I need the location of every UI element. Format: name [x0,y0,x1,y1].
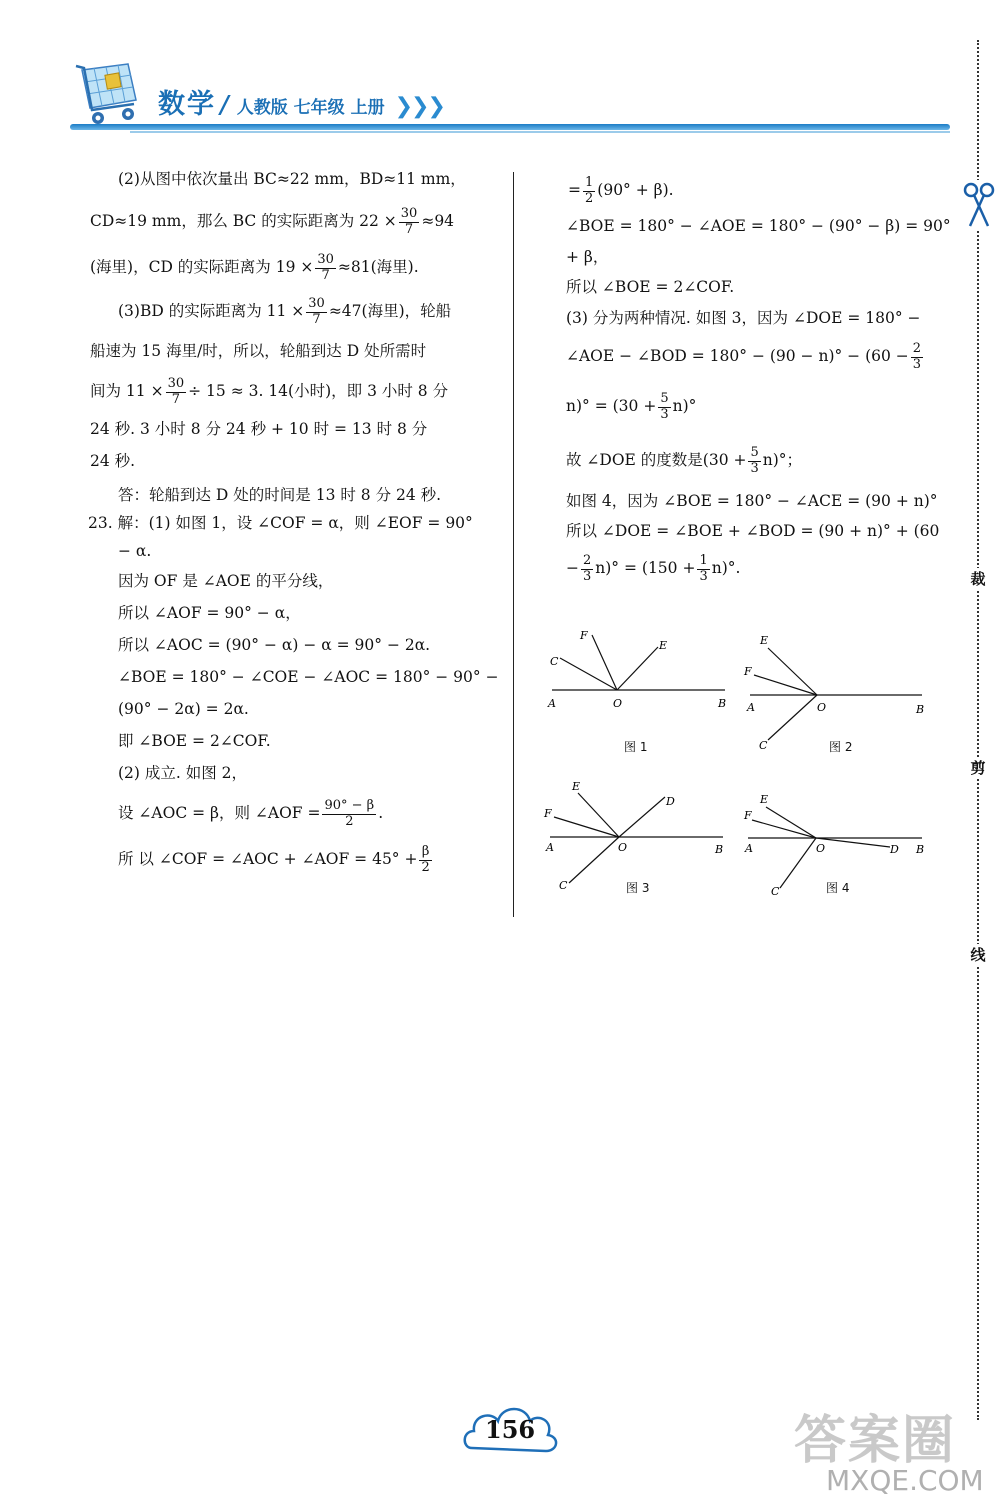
label-a: A [548,697,556,710]
denominator: 3 [699,568,708,584]
page-number-text: 156 [485,1415,536,1444]
text-line: 船速为 15 海里/时，所以，轮船到达 D 处所需时 [90,342,427,360]
text-span: ∠AOE − ∠BOD = 180° − (90 − n)° − (60 − [566,347,909,365]
scissors-icon [962,180,996,230]
text-line: 答：轮船到达 D 处的时间是 13 时 8 分 24 秒. [118,486,442,504]
text-span: 间为 11 × [90,382,164,400]
header-title: 数学 / 人教版 七年级 上册 ❯❯❯ [158,89,444,120]
text-line [566,334,948,378]
fraction [166,377,187,408]
label-c: C [550,655,559,668]
numerator: 1 [585,174,594,190]
header-rule [70,124,950,130]
text-span: n)°； [762,451,803,469]
text-line: (2) 成立. 如图 2， [118,764,248,782]
label-e: E [760,634,769,647]
text-line: + β， [566,248,609,266]
text-span: ≈81(海里). [337,258,419,276]
text-line [118,793,500,833]
label-f: F [744,665,752,678]
label-f: F [580,629,588,642]
fraction [697,554,709,585]
column-divider [513,172,514,917]
numerator: β [419,845,431,861]
text-line [118,293,500,329]
text-line [90,203,500,239]
text-line: 所以 ∠DOE = ∠BOE + ∠BOD = (90 + n)° + (60 [566,522,940,540]
text-line: 即 ∠BOE = 2∠COF. [118,732,271,750]
fraction [748,446,760,477]
fraction [581,554,593,585]
text-line [568,170,948,210]
label-a: A [747,701,755,714]
label-b: B [718,697,727,710]
label-a: A [745,842,753,855]
numerator: 5 [750,444,759,460]
text-span: = [568,181,581,199]
watermark [786,1398,996,1501]
edition-subtitle: 人教版 七年级 上册 [236,98,385,118]
left-column [90,165,500,879]
numerator: 30 [317,251,334,267]
text-line [90,373,500,409]
cart-logo-icon [70,60,150,130]
denominator: 3 [912,356,922,372]
numerator: 5 [660,390,669,406]
cut-word: 裁 [966,568,990,589]
text-line: ∠BOE = 180° − ∠COE − ∠AOC = 180° − 90° − [118,668,499,686]
label-e: E [659,639,668,652]
text-span: ≈47(海里)，轮船 [328,302,452,320]
label-o: O [816,842,826,855]
text-span: n)° = (150 + [595,559,696,577]
page-number [462,1393,562,1461]
label-a: A [546,841,554,854]
figure-1 [540,625,740,715]
numerator: 30 [400,205,418,221]
cut-word: 剪 [966,757,990,778]
label-o: O [618,841,628,854]
label-o: O [613,697,623,710]
figure-4-caption: 图 4 [826,881,850,895]
text-span: . [378,804,384,822]
chevrons-icon: ❯❯❯ [394,94,444,119]
label-f: F [744,809,752,822]
denominator: 3 [583,568,592,584]
fraction [911,342,923,373]
text-span: ÷ 15 ≈ 3. 14(小时)，即 3 小时 8 分 [188,382,449,400]
fraction [658,392,670,423]
fraction [315,253,336,284]
numerator: 2 [912,340,922,356]
numerator: 90° − β [324,797,375,813]
text-line: 如图 4，因为 ∠BOE = 180° − ∠ACE = (90 + n)° [566,492,938,510]
label-e: E [760,793,769,806]
label-b: B [916,843,925,856]
text-line [566,384,948,428]
watermark-url: MXQE.COM [826,1464,984,1497]
fraction [399,207,420,238]
text-line [566,438,948,482]
text-line: (90° − 2α) = 2α. [118,700,249,718]
text-line: 23. 解：(1) 如图 1，设 ∠COF = α，则 ∠EOF = 90° [88,514,473,532]
text-span: CD≈19 mm，那么 BC 的实际距离为 22 × [90,212,397,230]
cut-word: 线 [966,944,990,965]
text-span: 所 以 ∠COF = ∠AOC + ∠AOF = 45° + [118,850,418,868]
text-line [118,839,500,879]
text-line: 所以 ∠AOF = 90° − α， [118,604,301,622]
text-span: ≈94 [421,212,455,230]
label-b: B [715,843,724,856]
header-rule-thin [130,131,950,133]
denominator: 3 [660,406,669,422]
text-span: n)°. [711,559,741,577]
numerator: 30 [308,295,325,311]
text-line: − α. [118,542,152,560]
label-c: C [559,879,568,892]
label-d: D [890,843,899,856]
numerator: 30 [167,375,185,391]
cut-line [977,40,979,1420]
text-span: (海里)，CD 的实际距离为 19 × [90,258,314,276]
text-line [566,546,948,590]
text-line: 所以 ∠AOC = (90° − α) − α = 90° − 2α. [118,636,431,654]
numerator: 2 [583,552,592,568]
text-line: 24 秒. 3 小时 8 分 24 秒 + 10 时 = 13 时 8 分 [90,420,428,438]
text-span: 故 ∠DOE 的度数是(30 + [566,451,747,469]
text-span: (90° + β). [597,181,674,199]
fraction [322,799,376,830]
figure-1-caption: 图 1 [624,740,648,754]
denominator: 7 [404,221,414,237]
label-b: B [916,703,925,716]
label-f: F [544,807,552,820]
text-line: (2)从图中依次量出 BC≈22 mm，BD≈11 mm， [118,170,466,188]
text-line [90,249,500,285]
watermark-logo-text: 答案圈 [794,1411,957,1471]
fraction [306,297,327,328]
text-line: 所以 ∠BOE = 2∠COF. [566,278,735,296]
denominator: 3 [750,460,759,476]
label-d: D [666,795,675,808]
figure-2 [740,625,935,755]
label-e: E [572,780,581,793]
denominator: 7 [171,391,180,407]
text-line: (3) 分为两种情况. 如图 3，因为 ∠DOE = 180° − [566,309,921,327]
text-line: 因为 OF 是 ∠AOE 的平分线， [118,572,334,590]
denominator: 7 [321,267,330,283]
denominator: 2 [345,813,354,829]
fraction [583,176,595,207]
denominator: 2 [585,190,594,206]
subject-title: 数学 [158,89,216,120]
text-span: n)° = (30 + [566,397,657,415]
fraction [419,845,431,876]
text-span: n)° [672,397,697,415]
numerator: 1 [699,552,708,568]
figure-2-caption: 图 2 [829,740,853,754]
text-line: ∠BOE = 180° − ∠AOE = 180° − (90° − β) = 90° [566,217,951,235]
text-line: 24 秒. [90,452,136,470]
figure-3-caption: 图 3 [626,881,650,895]
label-c: C [771,885,780,898]
text-span: 设 ∠AOC = β，则 ∠AOF = [118,804,321,822]
text-span: (3)BD 的实际距离为 11 × [118,302,305,320]
label-o: O [817,701,827,714]
denominator: 7 [312,311,321,327]
text-span: − [566,559,579,577]
right-column [566,170,951,590]
denominator: 2 [421,859,430,875]
label-c: C [759,739,768,752]
